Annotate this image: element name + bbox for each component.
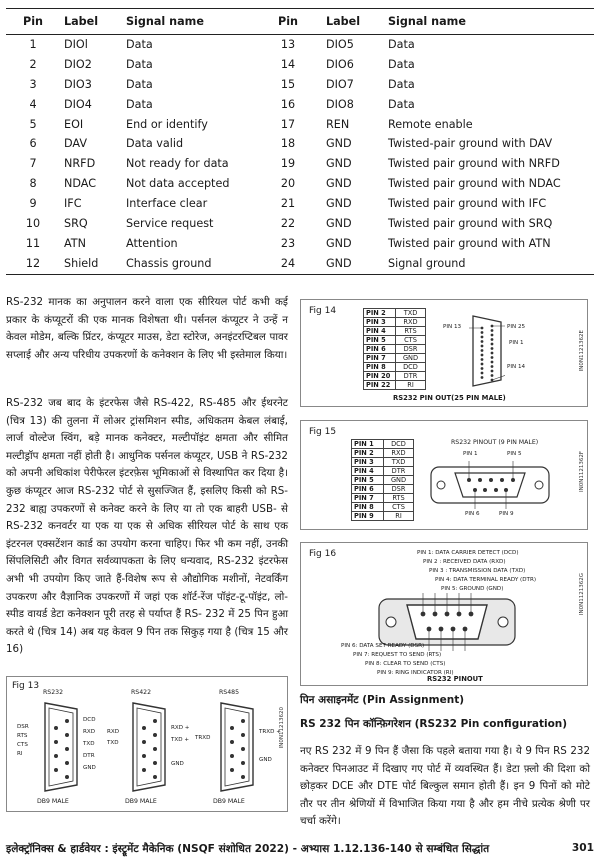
figure-caption: RS232 PINOUT (427, 675, 483, 683)
footer-text: इलेक्ट्रॉनिक्स & हार्डवेयर : इंस्ट्रूमेंट मैकेनिक (NSQF संशोधित 2022) - अभ्यास 1.12.136-140 से सम्बंधित सिद्धांत (6, 843, 490, 855)
pin-list-cell: RI (396, 381, 426, 390)
pin-list-row (364, 354, 426, 363)
pin-table-cell: Service request (126, 216, 214, 230)
connector-caption: DB9 MALE (125, 798, 157, 805)
figure-14 (300, 299, 588, 407)
pin-callout: PIN 1 (463, 451, 478, 457)
pin-label: DTR (83, 753, 95, 759)
pin-table-cell: 18 (280, 137, 296, 151)
db25-connector-drawing (469, 312, 505, 390)
pin-table-row (6, 54, 594, 74)
figure-id: IN0N1121362E (579, 330, 585, 372)
pin-table-cell: 21 (280, 197, 296, 211)
pin-table-cell: Data (388, 38, 415, 52)
figure-label: Fig 13 (12, 681, 40, 691)
pin-list-cell: TXD (396, 309, 426, 318)
pin-table-cell: Twisted pair ground with IFC (388, 197, 547, 211)
pin-table-cell: GND (326, 137, 352, 151)
pin-table-cell: Data (126, 77, 153, 91)
pin-list-cell: PIN 1 (352, 440, 384, 449)
pin-table-cell: 19 (280, 157, 296, 171)
pin-table-cell: Chassis ground (122, 253, 254, 274)
pin-list-cell: PIN 22 (364, 381, 396, 390)
pin-list-cell: DTR (396, 372, 426, 381)
pin-callout: PIN 9 (499, 511, 514, 517)
pin-list-cell: PIN 5 (364, 336, 396, 345)
pin-list-cell: DSR (396, 345, 426, 354)
pin-list-row (364, 327, 426, 336)
comparison-paragraph: RS-232 जब बाद के इंटरफेस जैसे RS-422, RS-485 और ईथरनेट (चित्र 13) की तुलना में लोअर ट्रांसमिशन स्पीड, अधिकतम केबल लंबाई, लार्ज वोल्टेज स्विंग, बड़े मानक कनेक्टर, मल्टीपॉइंट क्षमता और सीमित मल्टीड्रॉप क्षमता नहीं होती है। आधुनिक पर्सनल कंप्यूटर, USB ने RS-232 को अपनी अधिकांश पेरीफेरल इंटरफ़ेस भूमिकाओं से विस्थापित कर दिया है। कुछ कंप्यूटर आज RS-232 पोर्ट से सुसज्जित हैं, इसलिए किसी को RS-232 बाह्य उपकरणों से कनेक्ट करने के लिए या तो एक बाहरी USB- से RS-232 कनवर्टर या एक या एक से अधिक सीरियल पोर्ट के साथ एक इंटरनल एक्सटेंशन कार्ड का उपयोग करना चाहिए। फिर भी कम नहीं, उनकी सिंपलिसिटी और विगत सर्वव्यापकता के लिए धन्यवाद, RS-232 इंटरफेस अभी भी उपयोग किए जाते हैं-विशेष रूप से औद्योगिक मशीनों, नेटवर्किंग उपकरण और वैज्ञानिक उपकरणों में जहां एक शॉर्ट-रेंज पॉइंट-टू-पॉइंट, लो-स्पीड वायर्ड डेटा कनेक्शन पूरी तरह से पर्याप्त हैं RS- 232 में 25 पिन हुआ करते थे (चित्र 14) अब यह केवल 9 पिन तक सिकुड़ गया है (चित्र 15 और 16) (6, 397, 288, 656)
connector-title: RS485 (219, 689, 240, 696)
pin-callout: PIN 6 (465, 511, 480, 517)
figure-13 (6, 676, 288, 812)
pin-table-cell: DIO2 (64, 57, 92, 71)
pin-list-cell: PIN 6 (352, 485, 384, 494)
pin-list-cell: PIN 20 (364, 372, 396, 381)
pin-list-cell: DCD (396, 363, 426, 372)
db9-connector-drawing (41, 699, 81, 795)
pin-list-cell: PIN 3 (364, 318, 396, 327)
pin-description: PIN 1: DATA CARRIER DETECT (DCD) (417, 550, 519, 556)
pin-list-cell: PIN 5 (352, 476, 384, 485)
pin-list-row (352, 512, 414, 521)
pin-label: RI (17, 751, 23, 757)
pin-table-cell: DIO7 (326, 77, 354, 91)
pin-table-cell: Data (126, 57, 153, 71)
pin-table-cell: Shield (60, 253, 122, 274)
pin-table-cell: SRQ (64, 216, 88, 230)
pin-label: RXD (107, 729, 120, 735)
connector-title: RS422 (131, 689, 152, 696)
pin-label: RTS (17, 733, 28, 739)
pin-table-cell: 3 (29, 77, 37, 91)
pin-table-cell: 12 (6, 253, 60, 274)
pin-list-row (352, 458, 414, 467)
pin-list-cell: PIN 6 (364, 345, 396, 354)
pin-table-cell: End or identify (126, 117, 208, 131)
pin-table-cell: Data (126, 97, 153, 111)
pin-table-cell: 13 (280, 38, 296, 52)
pin-list-cell: GND (396, 354, 426, 363)
pin-table-cell: Not data accepted (126, 177, 230, 191)
pin-list-row (352, 485, 414, 494)
pin-table-cell: Twisted pair ground with NDAC (388, 177, 561, 191)
col-header: Signal name (384, 9, 594, 35)
col-header: Label (322, 9, 384, 35)
pin-table-cell: GND (326, 216, 352, 230)
pin-table-cell: Twisted pair ground with NRFD (388, 157, 560, 171)
pin-description: PIN 9: RING INDICATOR (RI) (377, 670, 454, 676)
db9-connector-drawing (129, 699, 169, 795)
pin-table-cell: 9 (29, 197, 37, 211)
figure-15 (300, 420, 588, 530)
pin-list-row (364, 309, 426, 318)
subsection-heading: RS 232 पिन कॉन्फ़िगरेशन (RS232 Pin configuration) (300, 718, 568, 730)
pin-table-row (6, 253, 594, 274)
pin-list-cell: PIN 9 (352, 512, 384, 521)
pin-table-cell: 24 (254, 253, 322, 274)
pin-list-row (352, 467, 414, 476)
pin-table-row (6, 214, 594, 234)
page-number: 301 (571, 842, 594, 854)
pin-list-cell: CTS (396, 336, 426, 345)
pin-list-cell: RI (384, 512, 414, 521)
pin-table (6, 8, 594, 275)
pin-list-cell: RTS (396, 327, 426, 336)
pin-list-cell: PIN 7 (352, 494, 384, 503)
pin-table-cell: 5 (29, 117, 37, 131)
pin-table-cell: 10 (25, 216, 41, 230)
pin-table-cell: GND (326, 157, 352, 171)
pin-list-cell: PIN 8 (352, 503, 384, 512)
pin-label: GND (83, 765, 96, 771)
pin-label: GND (259, 757, 272, 763)
pin-description: PIN 7: REQUEST TO SEND (RTS) (353, 652, 442, 658)
pin-config-paragraph: नए RS 232 में 9 पिन हैं जैसा कि पहले बताया गया है। ये 9 पिन RS 232 कनेक्टर पिनआउट में दिखाए गए पोर्ट में व्यवस्थित हैं। डेटा फ़्लो की दिशा को छोड़कर DCE और DTE पोर्ट बिल्कुल समान होती हैं। इन 9 पिनों को मोटे तौर पर तीन श्रेणियों में विभाजित किया गया है और हम नीचे प्रत्येक श्रेणी पर चर्चा करेंगे। (300, 745, 590, 828)
pin-list-cell: RXD (384, 449, 414, 458)
col-header: Signal name (122, 9, 254, 35)
pin-table-row (6, 154, 594, 174)
pin-label: RXD (83, 729, 96, 735)
pin-list-cell: DCD (384, 440, 414, 449)
pin-table-cell: REN (326, 117, 350, 131)
pin-table-cell: GND (326, 177, 352, 191)
pin-list-cell: PIN 2 (364, 309, 396, 318)
pin-label: TXD (83, 741, 95, 747)
pin-table-row (6, 35, 594, 55)
pin-table-cell: 14 (280, 57, 296, 71)
pin-table-cell: 11 (25, 236, 41, 250)
figure-id: IN0N1121362F (579, 451, 585, 493)
db9-connector-drawing (217, 699, 257, 795)
figure-id: IN0N1121362G (579, 573, 585, 616)
pin-table-cell: NDAC (64, 177, 97, 191)
pin-list-row (352, 449, 414, 458)
pin-table-cell: Not ready for data (126, 157, 229, 171)
pin-table-cell: 7 (29, 157, 37, 171)
pin-callout: PIN 25 (507, 324, 526, 330)
pin-description: PIN 6: DATA SET READY (DSR) (341, 643, 425, 649)
pin-table-row (6, 94, 594, 114)
pin-table-cell: Twisted-pair ground with DAV (388, 137, 553, 151)
pin-table-cell: Data (388, 77, 415, 91)
section-heading: पिन असाइनमेंट (Pin Assignment) (300, 694, 465, 706)
pin-description: PIN 3 : TRANSMISSION DATA (TXD) (429, 568, 526, 574)
pin-list-row (364, 336, 426, 345)
pin-table-cell: ATN (64, 236, 86, 250)
pin-label: DSR (17, 724, 29, 730)
pin-table-cell: Data (388, 97, 415, 111)
pin-table-cell: GND (322, 253, 384, 274)
pin-table-cell: GND (326, 197, 352, 211)
pin-table-cell: Interface clear (126, 197, 208, 211)
pin-table-cell: EOI (64, 117, 84, 131)
pin-table-cell: 22 (280, 216, 296, 230)
pin-list-row (352, 503, 414, 512)
pin-table-cell: DIOl (64, 38, 88, 52)
pin-description: PIN 5: GROUND (GND) (441, 586, 504, 592)
pin-table-row (6, 233, 594, 253)
pin-table-cell: Remote enable (388, 117, 473, 131)
pin-list-cell: PIN 4 (352, 467, 384, 476)
pin-description: PIN 4: DATA TERMINAL READY (DTR) (435, 577, 537, 583)
pinout-title: RS232 PINOUT (9 PIN MALE) (451, 439, 539, 446)
figure-id: IN0N11213620 (279, 707, 285, 749)
page-footer (6, 842, 594, 856)
pin-table-cell: 15 (280, 77, 296, 91)
pin-list-cell: CTS (384, 503, 414, 512)
pin-table-cell: 17 (280, 117, 296, 131)
figure-label: Fig 14 (309, 306, 337, 316)
pin-table-cell: DAV (64, 137, 88, 151)
col-header: Label (60, 9, 122, 35)
pin-label: TXD + (171, 737, 190, 743)
db9-connector-drawing (429, 461, 551, 509)
pin-list-row (364, 372, 426, 381)
pin-table-cell: 6 (29, 137, 37, 151)
pin-list-cell: DTR (384, 467, 414, 476)
pin-table-row (6, 134, 594, 154)
pin-table-row (6, 74, 594, 94)
pin-list-row (352, 476, 414, 485)
pin-list-cell: RTS (384, 494, 414, 503)
pin-list-cell: TXD (384, 458, 414, 467)
pin-list-row (364, 318, 426, 327)
pin-table-cell: Attention (126, 236, 178, 250)
pin-list-cell: PIN 7 (364, 354, 396, 363)
pin-label: TRXD (195, 735, 211, 741)
pin-list-table (351, 439, 414, 521)
pin-list-cell: PIN 8 (364, 363, 396, 372)
pin-table-cell: 16 (280, 97, 296, 111)
pin-list-row (364, 345, 426, 354)
pin-table-cell: 1 (29, 38, 37, 52)
col-header: Pin (6, 9, 60, 35)
pin-list-cell: RXD (396, 318, 426, 327)
pin-table-cell: DIO8 (326, 97, 354, 111)
pin-description: PIN 2 : RECEIVED DATA (RXD) (423, 559, 506, 565)
pin-table-cell: 4 (29, 97, 37, 111)
connector-caption: DB9 MALE (213, 798, 245, 805)
pin-callout: PIN 1 (509, 340, 524, 346)
pin-table-cell: NRFD (64, 157, 96, 171)
pin-table-cell: Data valid (126, 137, 184, 151)
pin-table-cell: Twisted pair ground with SRQ (388, 216, 553, 230)
pin-table-row (6, 114, 594, 134)
pin-callout: PIN 5 (507, 451, 522, 457)
pin-table-cell: 23 (280, 236, 296, 250)
pin-label: RXD + (171, 725, 190, 731)
pin-table-cell: DIO5 (326, 38, 354, 52)
pin-table-row (6, 174, 594, 194)
pin-list-table (363, 308, 426, 390)
pin-list-row (352, 440, 414, 449)
pin-table-header (6, 9, 594, 35)
pin-label: TRXD + (259, 729, 281, 735)
pin-table-cell: DIO4 (64, 97, 92, 111)
pin-table-cell: 8 (29, 177, 37, 191)
pin-label: GND (171, 761, 184, 767)
pin-table-cell: Twisted pair ground with ATN (388, 236, 551, 250)
col-header: Pin (254, 9, 322, 35)
pin-callout: PIN 14 (507, 364, 526, 370)
connector-caption: DB9 MALE (37, 798, 69, 805)
intro-paragraph: RS-232 मानक का अनुपालन करने वाला एक सीरियल पोर्ट कभी कई प्रकार के कंप्यूटरों की एक मानक विशेषता थी। पर्सनल कंप्यूटर ने उन्हें न केवल मोडेम, बल्कि प्रिंटर, कंप्यूटर माउस, डेटा स्टोरेज, अनइंटरप्टिबल पावर सप्लाई और अन्य परिधीय उपकरणों के कनेक्शन के लिए भी इस्तेमाल किया। (6, 296, 288, 361)
figure-16 (300, 542, 588, 686)
pin-list-row (364, 381, 426, 390)
pin-table-cell: Signal ground (384, 253, 594, 274)
pin-label: DCD (83, 717, 96, 723)
pin-table-cell: DIO6 (326, 57, 354, 71)
pin-label: TXD (107, 740, 119, 746)
pin-description: PIN 8: CLEAR TO SEND (CTS) (365, 661, 446, 667)
connector-title: RS232 (43, 689, 64, 696)
pin-label: CTS (17, 742, 28, 748)
pin-list-cell: PIN 2 (352, 449, 384, 458)
figure-label: Fig 16 (309, 549, 337, 559)
pin-table-cell: Data (388, 57, 415, 71)
pin-table-cell: GND (326, 236, 352, 250)
pin-table-row (6, 194, 594, 214)
pin-list-cell: PIN 4 (364, 327, 396, 336)
pin-list-cell: GND (384, 476, 414, 485)
pin-table-cell: IFC (64, 197, 82, 211)
pin-list-cell: PIN 3 (352, 458, 384, 467)
pin-table-cell: Data (126, 38, 153, 52)
pin-table-cell: 2 (29, 57, 37, 71)
figure-caption: RS232 PIN OUT(25 PIN MALE) (393, 394, 506, 402)
figure-label: Fig 15 (309, 427, 337, 437)
pin-list-row (364, 363, 426, 372)
pin-table-cell: 20 (280, 177, 296, 191)
pin-table-cell: DIO3 (64, 77, 92, 91)
pin-callout: PIN 13 (443, 324, 462, 330)
pin-list-cell: DSR (384, 485, 414, 494)
pin-list-row (352, 494, 414, 503)
